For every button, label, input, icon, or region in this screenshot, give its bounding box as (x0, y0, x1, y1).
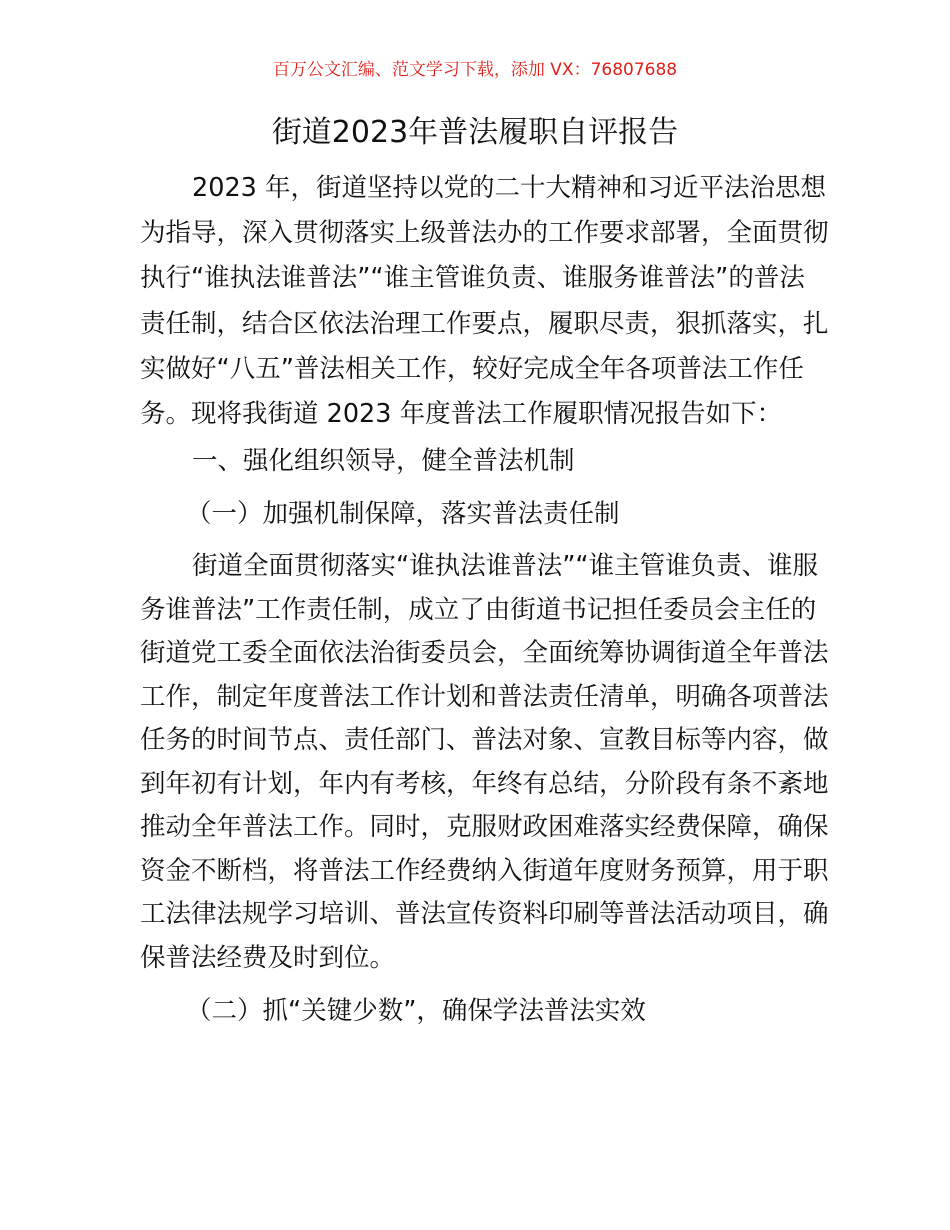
paragraph-line: 实做好“八五”普法相关工作，较好完成全年各项普法工作任 (140, 353, 804, 384)
paragraph-line: 资金不断档，将普法工作经费纳入街道年度财务预算，用于职 (140, 855, 829, 886)
paragraph-line: 执行“谁执法谁普法”“谁主管谁负责、谁服务谁普法”的普法 (140, 263, 805, 294)
paragraph-line: 责任制，结合区依法治理工作要点，履职尽责，狠抓落实，扎 (140, 308, 829, 339)
document-title: 街道2023年普法履职自评报告 (271, 115, 679, 150)
paragraph-line: 街道党工委全面依法治街委员会，全面统筹协调街道全年普法 (140, 638, 829, 668)
paragraph-line: 为指导，深入贯彻落实上级普法办的工作要求部署，全面贯彻 (140, 218, 829, 249)
paragraph-line: 街道全面贯彻落实“谁执法谁普法”“谁主管谁负责、谁服 (192, 551, 819, 581)
paragraph-line: 任务的时间节点、责任部门、普法对象、宣教目标等内容，做 (140, 725, 829, 755)
section-heading-1: 一、强化组织领导，健全普法机制 (192, 446, 575, 476)
paragraph-mechanism (140, 545, 829, 980)
paragraph-line: 务谁普法”工作责任制，成立了由街道书记担任委员会主任的 (140, 594, 817, 625)
paragraph-line: 务。现将我街道 2023 年度普法工作履职情况报告如下： (140, 398, 783, 429)
paragraph-line: 到年初有计划，年内有考核，年终有总结，分阶段有条不紊地 (140, 768, 829, 799)
paragraph-line: 工作，制定年度普法工作计划和普法责任清单，明确各项普法 (140, 681, 829, 712)
paragraph-line: 推动全年普法工作。同时，克服财政困难落实经费保障，确保 (140, 812, 829, 842)
watermark-banner: 百万公文汇编、范文学习下载，添加 VX：76807688 (272, 60, 678, 80)
paragraph-intro (140, 166, 829, 437)
paragraph-line: 保普法经费及时到位。 (140, 942, 396, 973)
paragraph-line: 工法律法规学习培训、普法宣传资料印刷等普法活动项目，确 (140, 899, 829, 929)
subsection-heading-1: （一）加强机制保障，落实普法责任制 (186, 499, 620, 529)
subsection-heading-2: （二）抓“关键少数”，确保学法普法实效 (186, 996, 646, 1026)
paragraph-line: 2023 年，街道坚持以党的二十大精神和习近平法治思想 (192, 173, 827, 203)
